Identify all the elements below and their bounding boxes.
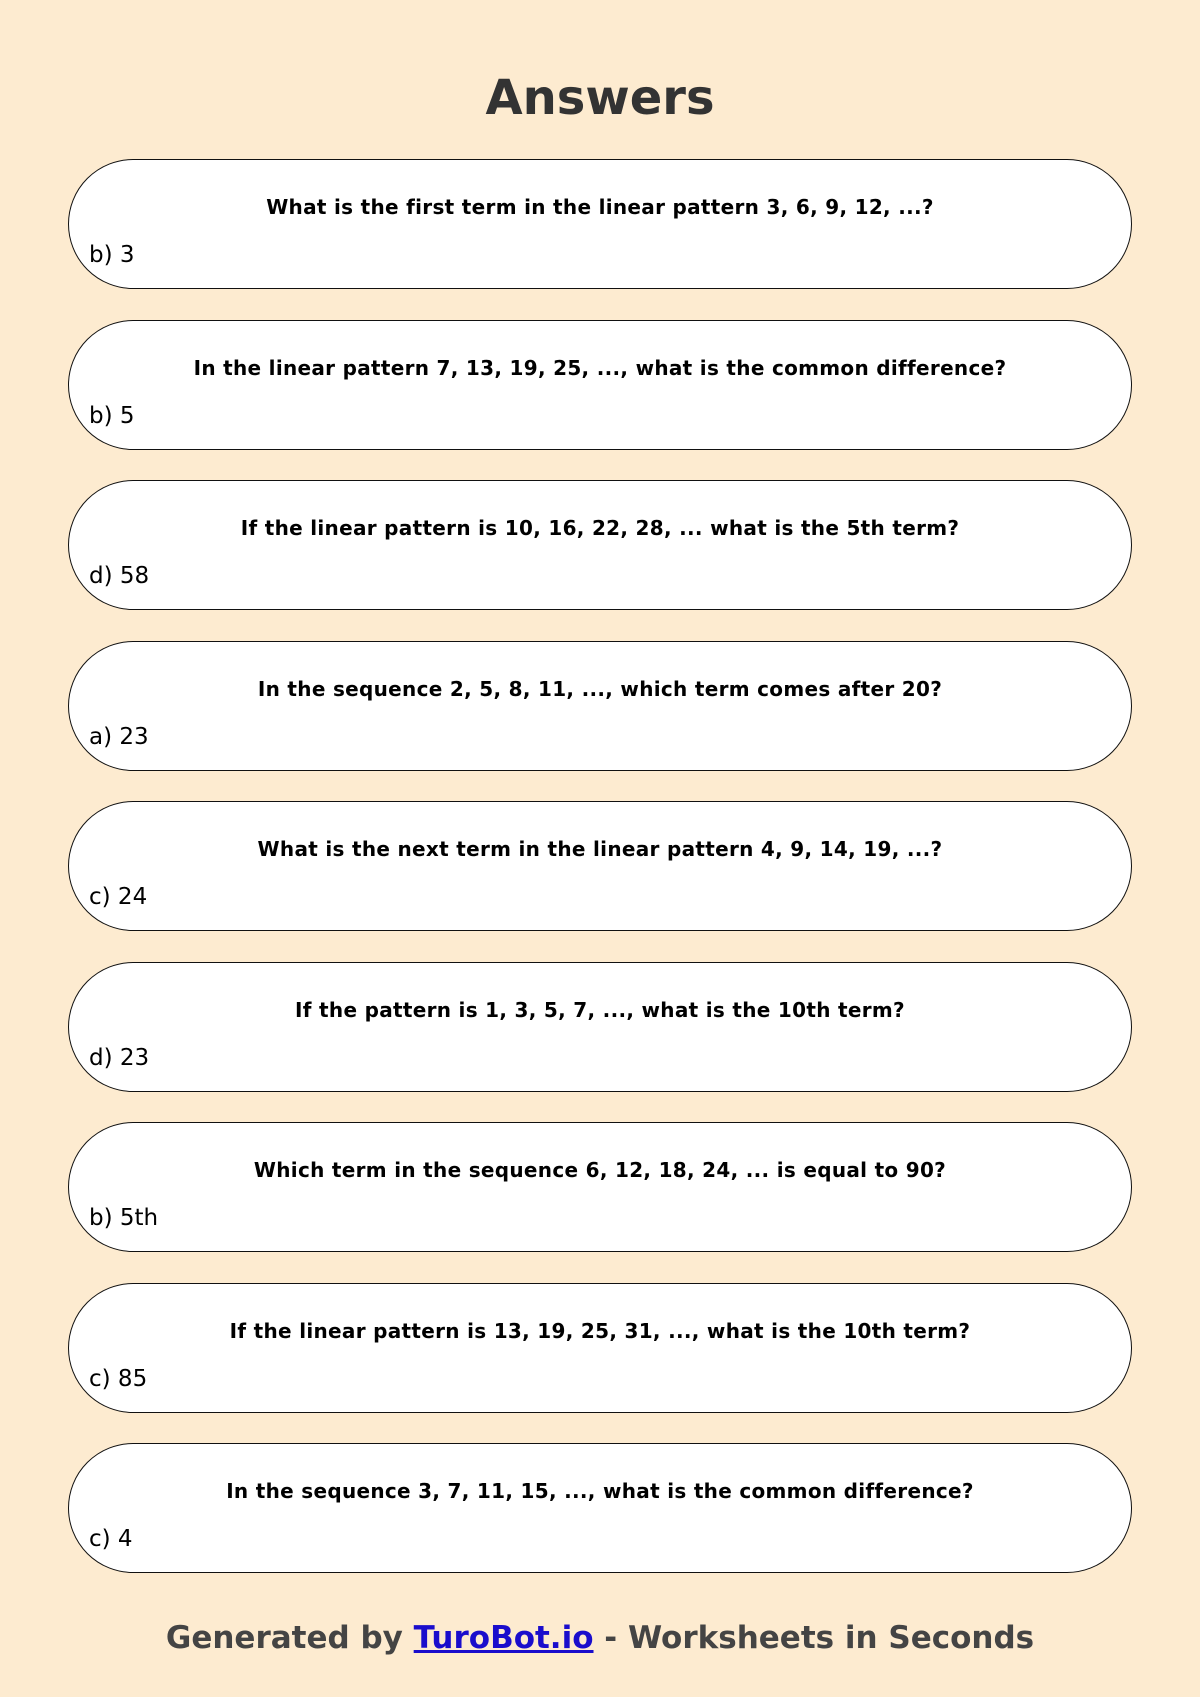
answer-text: d) 23 bbox=[89, 1044, 150, 1071]
answer-text: c) 85 bbox=[89, 1365, 148, 1392]
question-text: What is the next term in the linear pattern 4, 9, 14, 19, ...? bbox=[257, 837, 943, 861]
question-text: Which term in the sequence 6, 12, 18, 24, ... is equal to 90? bbox=[253, 1158, 947, 1182]
answer-card bbox=[68, 801, 1132, 931]
answer-card bbox=[68, 641, 1132, 771]
question-text: In the sequence 3, 7, 11, 15, ..., what is the common difference? bbox=[226, 1479, 974, 1503]
question-text: In the sequence 2, 5, 8, 11, ..., which term comes after 20? bbox=[257, 676, 943, 701]
answers-list bbox=[68, 159, 1132, 1604]
answer-card bbox=[68, 1122, 1132, 1252]
question-text: If the pattern is 1, 3, 5, 7, ..., what is the 10th term? bbox=[295, 997, 905, 1022]
footer bbox=[0, 1618, 1200, 1658]
page-title: Answers bbox=[485, 70, 715, 126]
answer-card bbox=[68, 1443, 1132, 1573]
turobot-link[interactable]: TuroBot.io bbox=[413, 1620, 594, 1656]
answer-card bbox=[68, 159, 1132, 289]
question-text: In the linear pattern 7, 13, 19, 25, ..., what is the common difference? bbox=[193, 355, 1007, 380]
answer-card bbox=[68, 320, 1132, 450]
footer-suffix: - Worksheets in Seconds bbox=[593, 1620, 1035, 1656]
answer-text: a) 23 bbox=[89, 723, 149, 750]
answer-text: d) 58 bbox=[89, 563, 150, 589]
answer-text: c) 4 bbox=[89, 1526, 133, 1552]
answer-text: b) 5 bbox=[89, 402, 135, 429]
answer-card bbox=[68, 480, 1132, 610]
answer-text: c) 24 bbox=[89, 884, 148, 910]
question-text: If the linear pattern is 10, 16, 22, 28, ... what is the 5th term? bbox=[240, 516, 960, 540]
footer-prefix: Generated by bbox=[165, 1620, 414, 1656]
answer-text: b) 3 bbox=[89, 242, 135, 268]
question-text: If the linear pattern is 13, 19, 25, 31, ..., what is the 10th term? bbox=[229, 1318, 971, 1343]
answer-card bbox=[68, 962, 1132, 1092]
answer-text: b) 5th bbox=[89, 1205, 159, 1231]
answer-card bbox=[68, 1283, 1132, 1413]
question-text: What is the first term in the linear pattern 3, 6, 9, 12, ...? bbox=[266, 195, 934, 219]
